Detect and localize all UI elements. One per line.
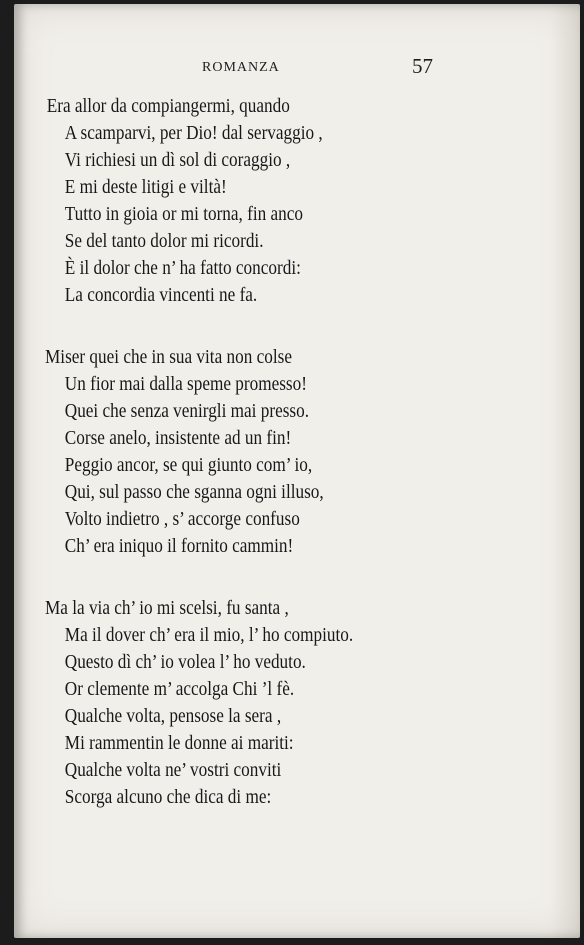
verse-line: Se del tanto dolor mi ricordi.: [64, 230, 264, 252]
verse-line: Era allor da compiangermi, quando: [46, 95, 290, 117]
verse-line: Corse anelo, insistente ad un fin!: [64, 427, 292, 449]
running-title: ROMANZA: [202, 60, 280, 75]
verse-line: Vi richiesi un dì sol di coraggio ,: [64, 149, 291, 171]
verse-line: È il dolor che n’ ha fatto concordi:: [64, 257, 301, 279]
stanza-3: [45, 595, 403, 811]
verse-line: Peggio ancor, se qui giunto com’ io,: [64, 454, 313, 476]
verse-line: Quei che senza venirgli mai presso.: [64, 400, 310, 422]
verse-line: Un fior mai dalla speme promesso!: [64, 373, 307, 395]
verse-line: Qui, sul passo che sganna ogni illuso,: [64, 481, 324, 503]
verse-line: Ma la via ch’ io mi scelsi, fu santa ,: [45, 597, 289, 619]
verse-line: A scamparvi, per Dio! dal servaggio ,: [64, 122, 323, 144]
verse-line: E mi deste litigi e viltà!: [64, 176, 227, 198]
verse-line: Mi rammentin le donne ai mariti:: [64, 732, 294, 754]
page-number: 57: [412, 54, 433, 78]
verse-line: Ma il dover ch’ era il mio, l’ ho compiuto.: [64, 624, 354, 646]
book-page: [14, 4, 580, 938]
verse-line: Scorga alcuno che dica di me:: [64, 786, 272, 808]
verse-line: Volto indietro , s’ accorge confuso: [64, 508, 300, 530]
stanza-2: [45, 344, 369, 560]
stanza-1: [45, 93, 368, 309]
verse-line: Qualche volta, pensose la sera ,: [64, 705, 282, 727]
verse-line: La concordia vincenti ne fa.: [64, 284, 258, 306]
verse-line: Questo dì ch’ io volea l’ ho veduto.: [64, 651, 306, 673]
verse-line: Miser quei che in sua vita non colse: [45, 346, 292, 368]
verse-line: Qualche volta ne’ vostri conviti: [64, 759, 282, 781]
verse-line: Or clemente m’ accolga Chi ’l fè.: [64, 678, 295, 700]
verse-line: Tutto in gioia or mi torna, fin anco: [64, 203, 304, 225]
verse-line: Ch’ era iniquo il fornito cammin!: [64, 535, 294, 557]
